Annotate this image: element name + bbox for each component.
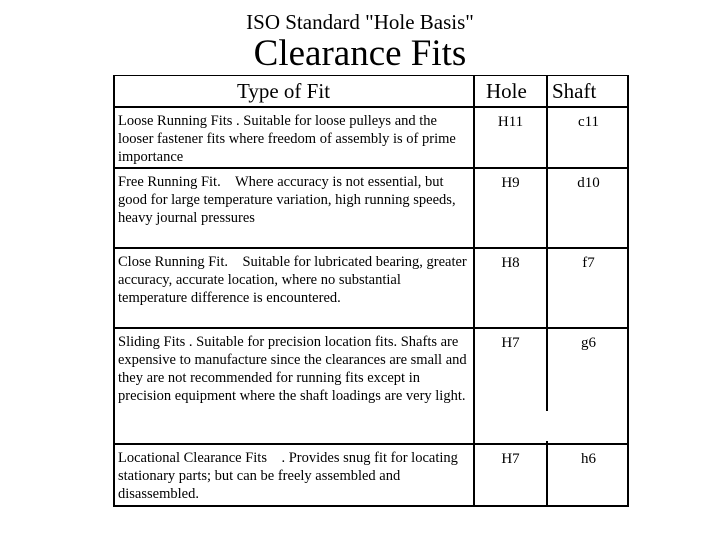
- shaft-code: c11: [577, 114, 600, 130]
- clearance-fits-table: [113, 75, 629, 507]
- header-hole: Hole: [486, 79, 527, 103]
- line-gap: [546, 411, 550, 441]
- shaft-code: h6: [581, 451, 596, 467]
- shaft-code: f7: [582, 255, 595, 271]
- header-type-of-fit: Type of Fit: [237, 79, 331, 103]
- fit-type-description: Where accuracy is not essential, but good for large temperature variation, high running speeds, heavy journal pressures: [118, 174, 456, 226]
- fit-type-cell: [118, 173, 470, 227]
- table-row: [115, 327, 629, 443]
- shaft-code: g6: [581, 335, 596, 351]
- fit-type-name: Locational Clearance Fits: [118, 450, 267, 466]
- slide-subtitle: ISO Standard "Hole Basis": [246, 10, 474, 34]
- hole-code: H7: [501, 335, 520, 351]
- fit-type-name: Sliding Fits: [118, 334, 186, 350]
- hole-code: H9: [501, 175, 520, 191]
- shaft-code: d10: [577, 175, 600, 191]
- hole-code: H11: [497, 114, 524, 130]
- fit-type-description: . Suitable for loose pulleys and the looser fastener fits where freedom of assembly is of prime importance: [118, 113, 456, 165]
- fit-type-name: Loose Running Fits: [118, 113, 233, 129]
- table-header-row: [115, 76, 629, 106]
- hole-code: H7: [501, 451, 520, 467]
- table-row: [115, 443, 629, 506]
- fit-type-cell: [118, 449, 470, 503]
- slide-title: Clearance Fits: [253, 33, 467, 74]
- header-shaft: Shaft: [552, 79, 597, 103]
- fit-type-name: Close Running Fit.: [118, 254, 228, 270]
- fit-type-cell: [118, 253, 470, 307]
- hole-code: H8: [501, 255, 520, 271]
- fit-type-description: Suitable for lubricated bearing, greater accuracy, accurate location, where no substantial temperature difference is encountered.: [118, 254, 467, 306]
- table-row: [115, 247, 629, 327]
- table-row: [115, 167, 629, 247]
- fit-type-cell: [118, 112, 470, 166]
- table-row: [115, 106, 629, 167]
- fit-type-name: Free Running Fit.: [118, 174, 221, 190]
- fit-type-cell: [118, 333, 470, 405]
- fit-type-description: . Suitable for precision location fits. Shafts are expensive to manufacture since the clearances are small and they are not recommended for running fits except in precision equipment where the shaft loadings are very light.: [118, 334, 467, 404]
- fit-type-description: . Provides snug fit for locating stationary parts; but can be freely assembled and disassembled.: [118, 450, 458, 502]
